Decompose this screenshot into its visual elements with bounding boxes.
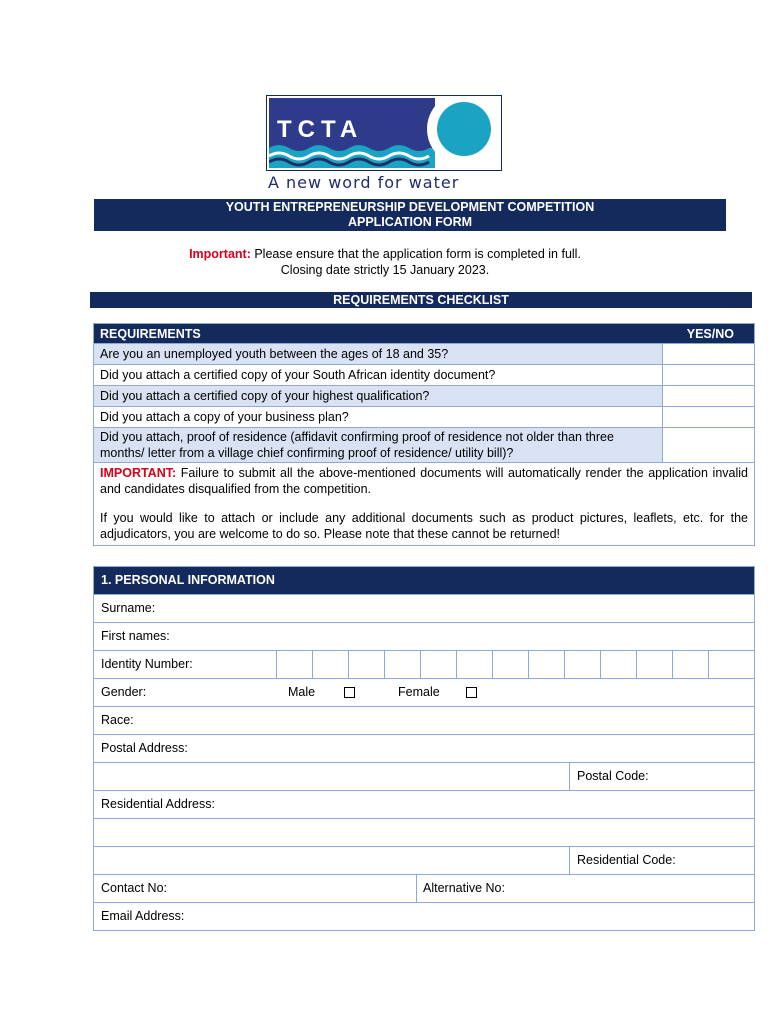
- contact-no-label: Contact No:: [101, 881, 168, 895]
- id-digit-cell[interactable]: [384, 651, 420, 678]
- id-digit-cell[interactable]: [528, 651, 564, 678]
- surname-label: Surname:: [101, 601, 156, 615]
- table-row: [94, 385, 754, 406]
- additional-documents-note: If you would like to attach or include any additional documents such as product pictures, leaflets, etc. for the adjudicators, you are welcome to do so. Please note that these cannot be returned!: [100, 511, 748, 541]
- gender-row: [94, 678, 754, 706]
- yes-no-field[interactable]: [662, 386, 754, 406]
- important-text: Please ensure that the application form is completed in full.: [250, 247, 581, 261]
- contact-row: [94, 874, 754, 902]
- surname-field[interactable]: [94, 594, 754, 622]
- identity-number-row: [94, 650, 754, 678]
- alternative-no-label: Alternative No:: [423, 881, 505, 895]
- table-row: [94, 364, 754, 385]
- female-checkbox[interactable]: [466, 687, 477, 698]
- id-digit-cell[interactable]: [456, 651, 492, 678]
- race-field[interactable]: [94, 706, 754, 734]
- id-digit-cell[interactable]: [312, 651, 348, 678]
- male-checkbox[interactable]: [344, 687, 355, 698]
- yes-no-field[interactable]: [662, 428, 754, 462]
- closing-date: Closing date strictly 15 January 2023.: [280, 263, 490, 277]
- col-requirements: REQUIREMENTS: [100, 326, 201, 341]
- female-label: Female: [398, 685, 440, 699]
- important-warning: Failure to submit all the above-mentioned documents will automatically render the application invalid and candidates disqualified from the competition.: [100, 466, 748, 496]
- race-label: Race:: [101, 713, 134, 727]
- email-label: Email Address:: [101, 909, 185, 923]
- requirements-table: [93, 323, 755, 546]
- postal-code-row: [94, 762, 754, 790]
- logo-box: [266, 95, 502, 171]
- form-title: [94, 199, 726, 231]
- col-yes-no: YES/NO: [686, 326, 734, 341]
- yes-no-field[interactable]: [662, 344, 754, 364]
- id-digit-cell[interactable]: [276, 651, 312, 678]
- email-field[interactable]: [94, 902, 754, 930]
- gender-label: Gender:: [101, 685, 147, 699]
- logo-band: [269, 98, 435, 168]
- requirements-header: [94, 324, 754, 343]
- important-label: Important:: [189, 247, 251, 261]
- form-title-line2: APPLICATION FORM: [347, 215, 473, 229]
- male-label: Male: [288, 685, 316, 699]
- residential-code-row: [94, 846, 754, 874]
- logo-circle: [427, 95, 501, 166]
- yes-no-field[interactable]: [662, 365, 754, 385]
- identity-number-cells: [276, 651, 744, 678]
- residential-address-field[interactable]: [94, 790, 754, 818]
- yes-no-field[interactable]: [662, 407, 754, 427]
- requirement-text: Are you an unemployed youth between the ages of 18 and 35?: [100, 347, 449, 361]
- identity-number-label: Identity Number:: [101, 657, 193, 671]
- checklist-title: REQUIREMENTS CHECKLIST: [90, 292, 752, 308]
- id-digit-cell[interactable]: [636, 651, 672, 678]
- logo-letters: TCTA: [277, 116, 364, 143]
- table-row: [94, 343, 754, 364]
- id-digit-cell[interactable]: [708, 651, 744, 678]
- requirement-text: Did you attach a certified copy of your South African identity document?: [100, 368, 496, 382]
- residential-code-label: Residential Code:: [577, 853, 676, 867]
- form-title-line1: YOUTH ENTREPRENEURSHIP DEVELOPMENT COMPETITION: [225, 200, 595, 214]
- personal-information-section: [93, 566, 755, 931]
- section-heading: 1. PERSONAL INFORMATION: [94, 567, 754, 594]
- logo-tagline: A new word for water: [268, 173, 460, 192]
- id-digit-cell[interactable]: [564, 651, 600, 678]
- requirement-text: Did you attach a copy of your business plan?: [100, 410, 349, 424]
- id-digit-cell[interactable]: [348, 651, 384, 678]
- id-digit-cell[interactable]: [672, 651, 708, 678]
- table-row: [94, 406, 754, 427]
- table-row: [94, 427, 754, 462]
- requirement-text: Did you attach, proof of residence (affidavit confirming proof of residence not older than three months/ letter from a village chief confirming proof of residence/ utility bill)?: [100, 430, 614, 460]
- tcta-logo: [266, 95, 502, 191]
- requirement-text: Did you attach a certified copy of your highest qualification?: [100, 389, 430, 403]
- postal-code-label: Postal Code:: [577, 769, 649, 783]
- requirements-note: [94, 462, 754, 545]
- id-digit-cell[interactable]: [600, 651, 636, 678]
- important-notice: [94, 246, 676, 278]
- id-digit-cell[interactable]: [420, 651, 456, 678]
- residential-address-label: Residential Address:: [101, 797, 215, 811]
- residential-address-line[interactable]: [94, 818, 754, 846]
- postal-address-field[interactable]: [94, 734, 754, 762]
- postal-address-label: Postal Address:: [101, 741, 188, 755]
- first-names-field[interactable]: [94, 622, 754, 650]
- id-digit-cell[interactable]: [492, 651, 528, 678]
- first-names-label: First names:: [101, 629, 170, 643]
- important-label: IMPORTANT:: [100, 466, 177, 480]
